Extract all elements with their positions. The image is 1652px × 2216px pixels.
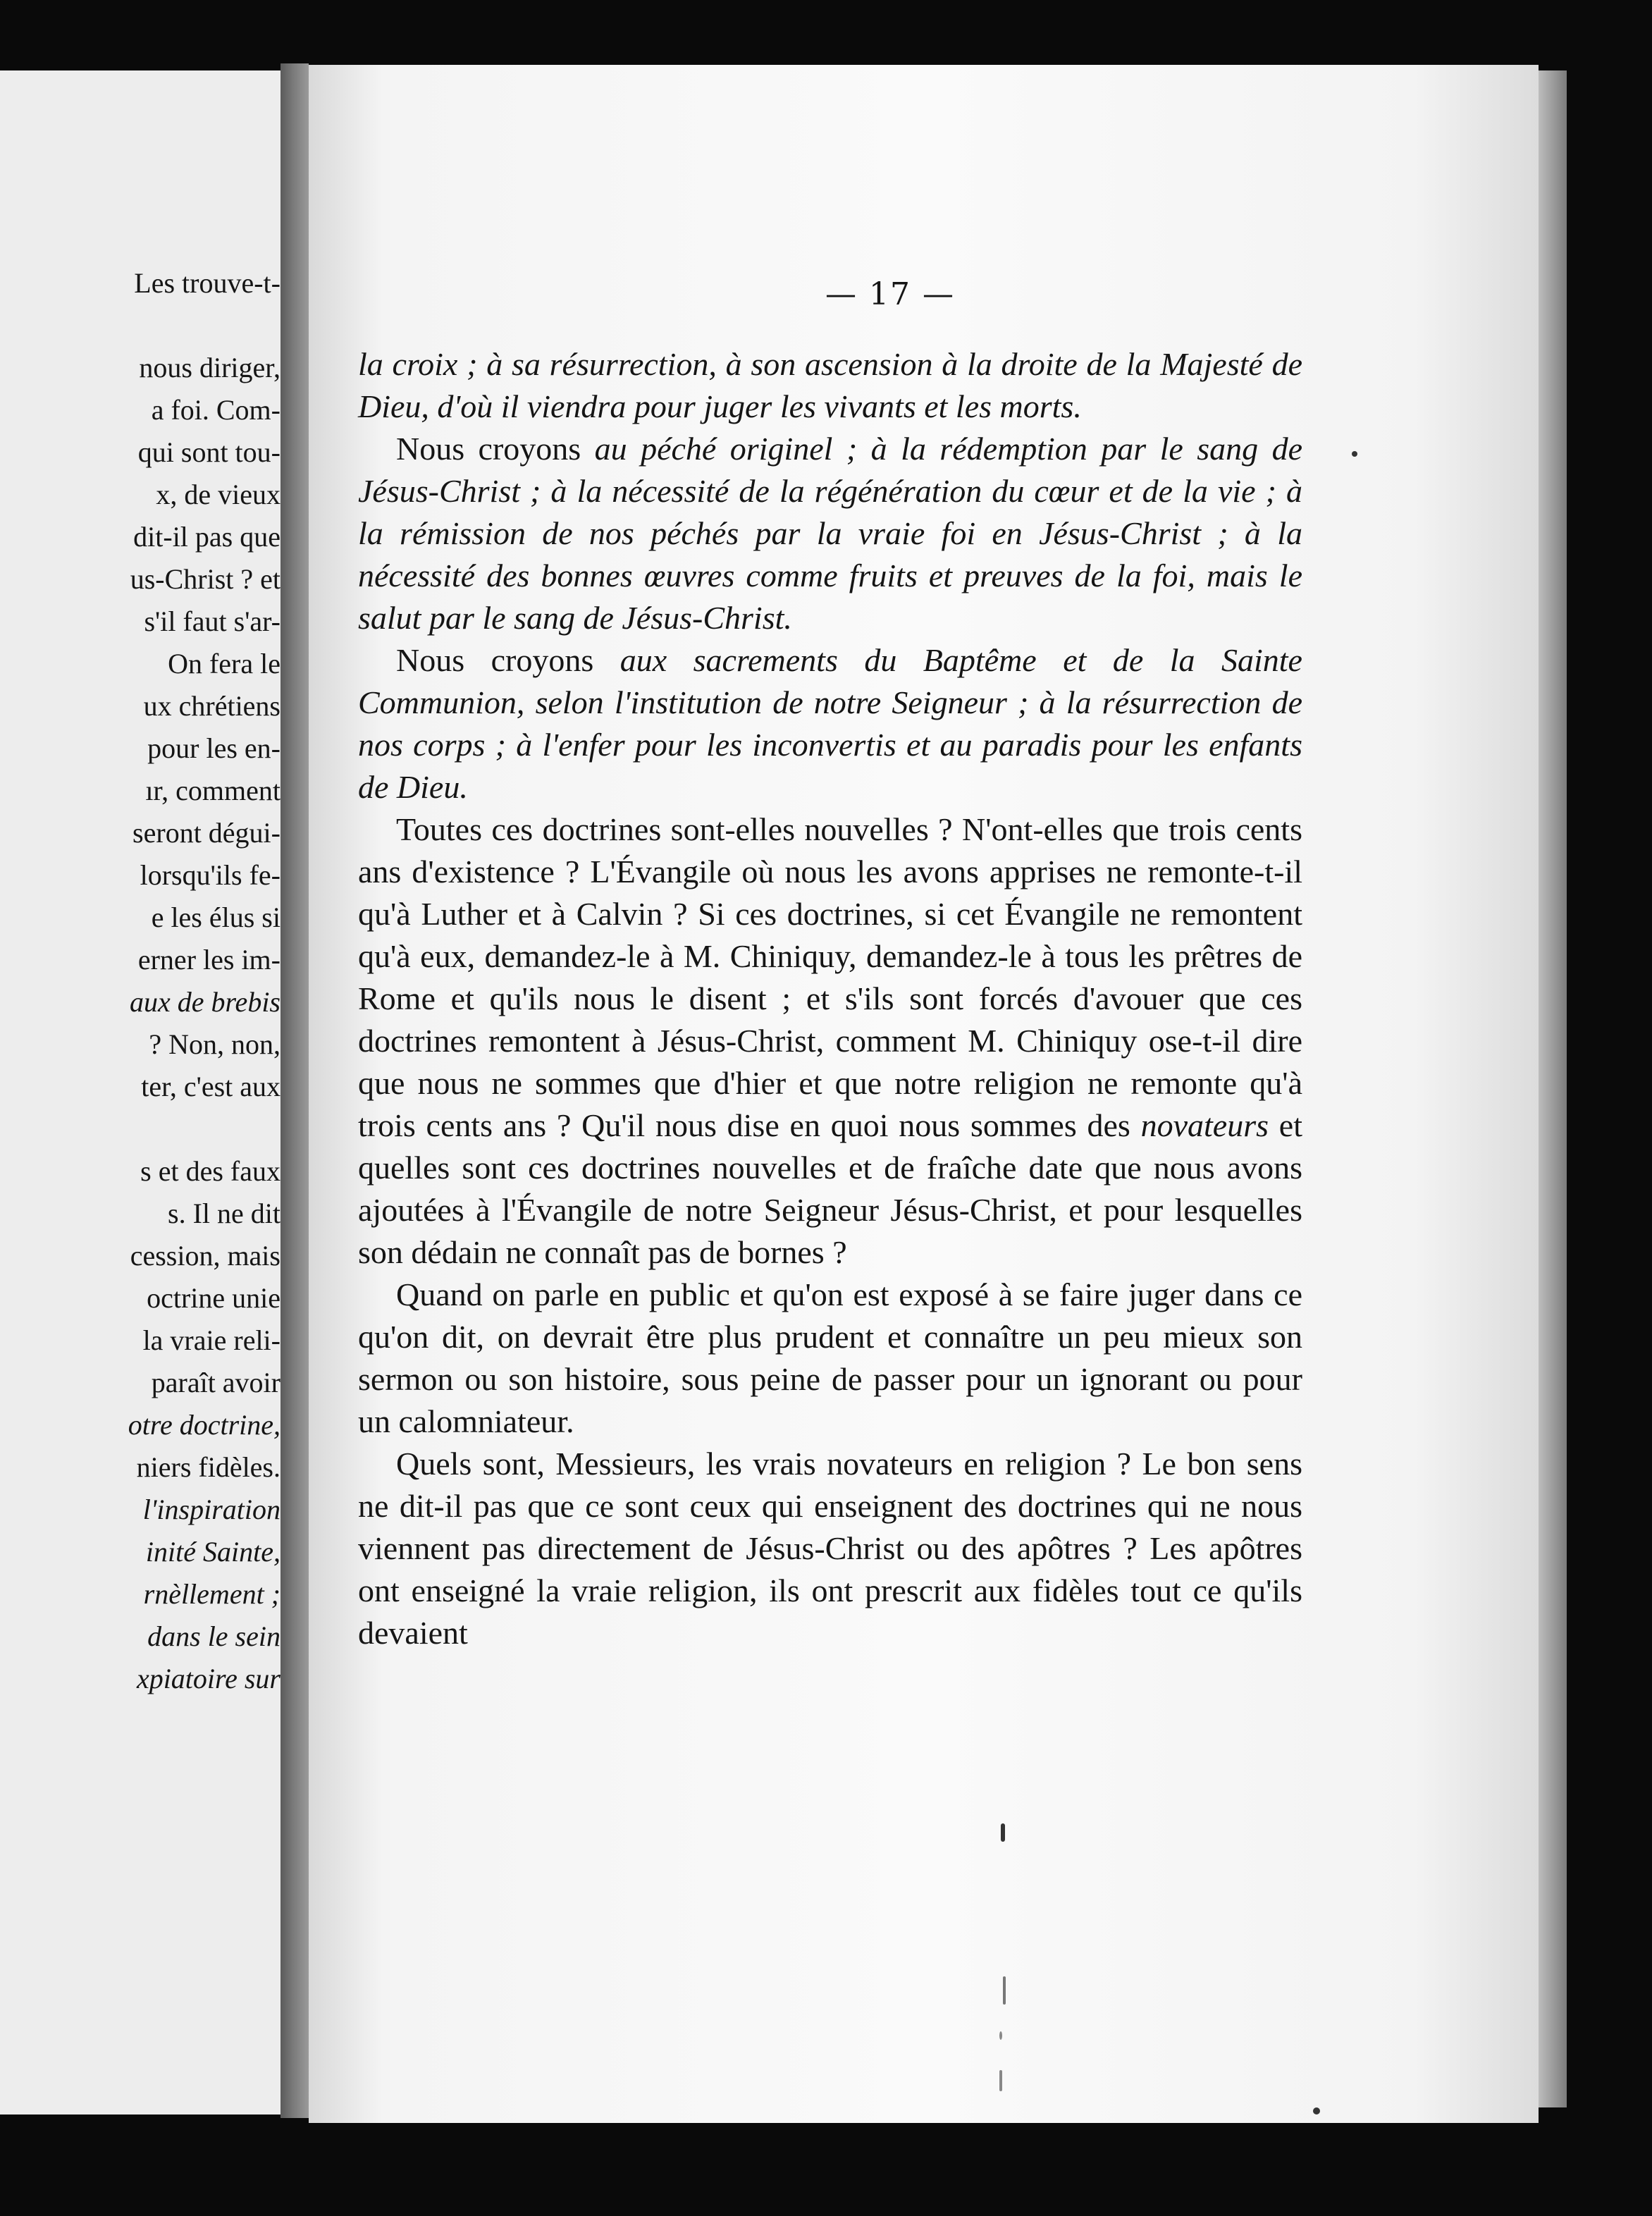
left-page-line: paraît avoir [151, 1367, 281, 1398]
left-page-line: s et des faux [140, 1155, 281, 1187]
left-page-line: ? Non, non, [149, 1028, 281, 1060]
left-page-line: rnèllement ; [143, 1578, 281, 1610]
left-page-line: On fera le [168, 648, 281, 679]
left-page-line: ır, comment [145, 775, 281, 806]
left-page-line: s. Il ne dit [168, 1198, 281, 1229]
left-page-line: l'inspiration [142, 1494, 281, 1525]
left-page-line: octrine unie [147, 1282, 281, 1314]
italic-text-run: novateurs [1140, 1107, 1269, 1143]
left-page-line: lorsqu'ils fe- [140, 859, 281, 891]
ink-speck [1003, 1976, 1006, 2005]
italic-text-run: au péché originel ; à la rédemption par le sang de Jésus-Christ ; à la nécessité de la régénération du cœur et de la vie ; à la rémission de nos péchés par la vraie foi en Jésus-Christ ; à la nécessité des bonnes œuvres comme fruits et preuves de la foi, mais le salut par le sang de Jésus-Christ. [358, 431, 1302, 636]
left-page-line: erner les im- [137, 944, 281, 975]
ink-speck [1001, 1823, 1005, 1842]
left-page-line: otre doctrine, [128, 1409, 281, 1441]
left-page-line: ux chrétiens [143, 690, 281, 722]
paragraph [358, 1443, 1302, 1654]
left-page [0, 70, 281, 2115]
text-run: Quand on parle en public et qu'on est exposé à se faire juger dans ce qu'on dit, on devrait être plus prudent et connaître un peu mieux son sermon ou son histoire, sous peine de passer pour un ignorant ou pour un calomniateur. [358, 1276, 1302, 1439]
italic-text-run: la croix ; à sa résurrection, à son ascension à la droite de la Majesté de Dieu, d'où il viendra pour juger les vivants et les morts. [358, 346, 1302, 424]
left-page-line: dans le sein [147, 1620, 281, 1652]
paragraph [358, 428, 1302, 639]
left-page-line: inité Sainte, [145, 1536, 281, 1568]
left-page-line: niers fidèles. [136, 1451, 281, 1483]
body-text [358, 343, 1302, 1654]
left-page-line: xpiatoire sur [136, 1663, 281, 1694]
left-page-line: dit-il pas que [133, 521, 281, 553]
left-page-line: seront dégui- [132, 817, 281, 849]
paragraph [358, 343, 1302, 428]
left-page-line: nous diriger, [139, 352, 281, 383]
ink-speck [1352, 451, 1357, 457]
left-page-line: e les élus si [151, 901, 281, 933]
left-page-line: ter, c'est aux [141, 1071, 281, 1102]
text-run: Quels sont, Messieurs, les vrais novateurs en religion ? Le bon sens ne dit-il pas que ce sont ceux qui enseignent des doctrines qui ne nous viennent pas directement de Jésus-Christ ou des apôtres ? Les apôtres ont enseigné la vraie religion, ils ont prescrit aux fidèles tout ce qu'ils devaient [358, 1446, 1302, 1651]
left-page-line: la vraie reli- [142, 1324, 281, 1356]
page-edge [1539, 70, 1567, 2107]
left-page-line: s'il faut s'ar- [144, 605, 281, 637]
paragraph [358, 639, 1302, 808]
left-page-line: cession, mais [130, 1240, 281, 1272]
paragraph [358, 808, 1302, 1274]
ink-speck [1313, 2107, 1320, 2115]
text-run: Nous croyons [396, 642, 620, 678]
left-page-line: Les trouve-t- [134, 267, 281, 299]
left-page-line: pour les en- [147, 732, 281, 764]
right-page [309, 65, 1539, 2123]
paragraph [358, 1274, 1302, 1443]
ink-speck [999, 2031, 1002, 2040]
left-page-line: us-Christ ? et [130, 563, 281, 595]
text-run: et quelles sont ces doctrines nouvelles et de fraîche date que nous avons ajoutées à l'Évangile de notre Seigneur Jésus-Christ, et pour lesquelles son dédain ne connaît pas de bornes ? [358, 1107, 1303, 1270]
page-number: — 17 — [825, 276, 955, 312]
left-page-line: x, de vieux [156, 479, 281, 510]
left-page-line: a foi. Com- [151, 394, 281, 426]
text-run: Nous croyons [396, 431, 595, 467]
ink-speck [999, 2070, 1002, 2091]
text-run: Toutes ces doctrines sont-elles nouvelles ? N'ont-elles que trois cents ans d'existence ? L'Évangile où nous les avons apprises ne remonte-t-il qu'à Luther et à Calvin ? Si ces doctrines, si cet Évangile ne remontent qu'à eux, demandez-le à M. Chiniquy, demandez-le à tous les prêtres de Rome et qu'ils nous le disent ; et s'ils sont forcés d'avouer que ces doctrines remontent à Jésus-Christ, comment M. Chiniquy ose-t-il dire que nous ne sommes que d'hier et que notre religion ne remonte qu'à trois cents ans ? Qu'il nous dise en quoi nous sommes des [358, 811, 1302, 1143]
left-page-line: aux de brebis [129, 986, 281, 1018]
book-gutter [281, 63, 309, 2118]
italic-text-run: aux sacrements du Baptême et de la Sainte Communion, selon l'institution de notre Seigneur ; à la résurrection de nos corps ; à l'enfer pour les inconvertis et au paradis pour les enfants de Dieu. [358, 642, 1302, 805]
left-page-line: qui sont tou- [137, 436, 281, 468]
